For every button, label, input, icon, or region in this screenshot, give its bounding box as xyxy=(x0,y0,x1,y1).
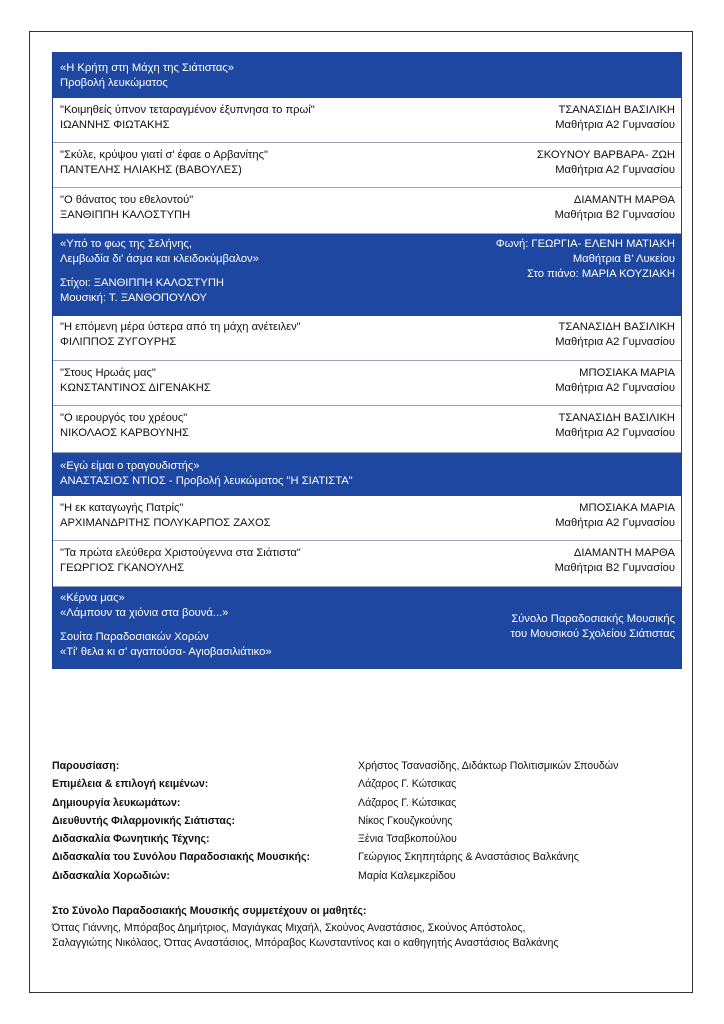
row-line: ΤΣΑΝΑΣΙΔΗ ΒΑΣΙΛΙΚΗ xyxy=(558,321,675,333)
row-line: Σουίτα Παραδοσιακών Χορών xyxy=(60,631,209,643)
credit-name: Χρήστος Τσανασίδης, Διδάκτωρ Πολιτισμικών Σπουδών xyxy=(358,760,619,772)
students-list xyxy=(52,921,692,950)
row-line: Προβολή λευκώματος xyxy=(60,77,168,89)
row-line: «Τί' θελα κι σ' αγαπούσα- Αγιοβασιλιάτικο» xyxy=(60,646,272,658)
row-line: «Λάμπουν τα χιόνια στα βουνά...» xyxy=(60,607,229,619)
row-line: Μαθήτρια Α2 Γυμνασίου xyxy=(555,336,675,348)
row-line: "Η επόμενη μέρα ύστερα από τη μάχη ανέτειλεν" xyxy=(60,321,301,333)
program-row xyxy=(53,541,681,587)
row-line: ΚΩΝΣΤΑΝΤΙΝΟΣ ΔΙΓΕΝΑΚΗΣ xyxy=(60,382,211,394)
credit-row xyxy=(52,794,692,812)
credit-name: Ξένια Τσαβκοπούλου xyxy=(358,833,457,846)
row-left xyxy=(60,148,268,178)
row-left xyxy=(60,103,315,133)
program-row xyxy=(53,98,681,143)
row-line: ΝΙΚΟΛΑΟΣ ΚΑΡΒΟΥΝΗΣ xyxy=(60,427,189,439)
program-row xyxy=(53,316,681,361)
row-left xyxy=(60,591,272,660)
row-line: Λεμβωδία δι' άσμα και κλειδοκύμβαλον» xyxy=(60,253,259,265)
credits-list xyxy=(52,757,692,885)
credit-row xyxy=(52,775,692,793)
row-line: "Στους Ηρωάς μας" xyxy=(60,367,156,379)
row-line: «Η Κρήτη στη Μάχη της Σιάτιστας» xyxy=(60,62,235,74)
students-line: Σαλαγγιώτης Νικόλαος, Όττας Αναστάσιος, Μπόραβος Κωνσταντίνος και ο καθηγητής Αναστάσιος Βαλκάνης xyxy=(52,936,559,949)
credit-role: Δημιουργία λευκωμάτων: xyxy=(52,796,181,809)
row-left xyxy=(60,193,193,223)
row-line: ΓΕΩΡΓΙΟΣ ΓΚΑΝΟΥΛΗΣ xyxy=(60,562,185,574)
row-line: Μαθήτρια Α2 Γυμνασίου xyxy=(555,119,675,131)
program-row xyxy=(53,188,681,234)
credit-row xyxy=(52,757,692,775)
credit-name: Λάζαρος Γ. Κώτσικας xyxy=(358,796,457,809)
row-line: Σύνολο Παραδοσιακής Μουσικής xyxy=(511,613,675,625)
row-line: Στίχοι: ΞΑΝΘΙΠΠΗ ΚΑΛΟΣΤΥΠΗ xyxy=(60,277,224,289)
program-row xyxy=(53,587,681,669)
row-right xyxy=(555,320,675,350)
row-left xyxy=(60,501,271,531)
row-line: «Εγώ είμαι ο τραγουδιστής» xyxy=(60,460,200,472)
row-line: Μαθήτρια Β2 Γυμνασίου xyxy=(554,562,675,574)
row-line: Μαθήτρια Β2 Γυμνασίου xyxy=(554,209,675,221)
row-line: "Ο ιερουργός του χρέους" xyxy=(60,412,188,424)
row-spacer xyxy=(60,267,259,276)
program-row xyxy=(53,406,681,453)
row-left xyxy=(60,366,211,396)
row-line: «Υπό το φως της Σελήνης, xyxy=(60,238,192,250)
program-table xyxy=(52,52,682,669)
program-row xyxy=(53,234,681,316)
row-line: ΤΣΑΝΑΣΙΔΗ ΒΑΣΙΛΙΚΗ xyxy=(558,412,675,424)
credit-role: Επιμέλεια & επιλογή κειμένων: xyxy=(52,778,209,791)
row-line: ΦΙΛΙΠΠΟΣ ΖΥΓΟΥΡΗΣ xyxy=(60,336,177,348)
row-line: "Κοιμηθείς ύπνον τεταραγμένον έξυπνησα το πρωί" xyxy=(60,104,315,116)
row-right xyxy=(555,501,675,531)
students-line: Όττας Γιάννης, Μπόραβος Δημήτριος, Μαγιάγκας Μιχαήλ, Σκούνος Αναστάσιος, Σκούνος Απόστολος, xyxy=(52,922,526,934)
row-line: ΔΙΑΜΑΝΤΗ ΜΑΡΘΑ xyxy=(573,194,675,206)
credit-row xyxy=(52,867,692,885)
students-section xyxy=(52,904,692,950)
credit-role: Διευθυντής Φιλαρμονικής Σιάτιστας: xyxy=(52,814,235,827)
credit-name: Μαρία Καλεμκερίδου xyxy=(358,869,456,882)
row-right xyxy=(555,411,675,441)
row-right xyxy=(511,612,675,642)
row-line: «Κέρνα μας» xyxy=(60,592,125,604)
row-line: Μαθήτρια Α2 Γυμνασίου xyxy=(555,427,675,439)
row-right xyxy=(555,546,675,576)
row-line: ΞΑΝΘΙΠΠΗ ΚΑΛΟΣΤΥΠΗ xyxy=(60,209,191,221)
row-line: Μουσική: Τ. ΞΑΝΘΟΠΟΥΛΟΥ xyxy=(60,292,208,304)
row-line: "Η εκ καταγωγής Πατρίς" xyxy=(60,502,184,514)
row-line: "Ο θάνατος του εθελοντού" xyxy=(60,194,194,206)
row-line: ΣΚΟΥΝΟΥ ΒΑΡΒΑΡΑ- ΖΩΗ xyxy=(536,149,675,161)
row-right xyxy=(555,193,675,223)
students-title: Στο Σύνολο Παραδοσιακής Μουσικής συμμετέχουν οι μαθητές: xyxy=(52,905,367,917)
credit-row xyxy=(52,848,692,866)
program-row xyxy=(53,52,681,98)
row-line: ΑΝΑΣΤΑΣΙΟΣ ΝΤΙΟΣ - Προβολή λευκώματος "Η ΣΙΑΤΙΣΤΑ" xyxy=(60,475,353,487)
row-line: Μαθήτρια Α2 Γυμνασίου xyxy=(555,164,675,176)
credit-name: Γεώργιος Σκηπητάρης & Αναστάσιος Βαλκάνης xyxy=(358,851,579,864)
row-right xyxy=(555,366,675,396)
program-row xyxy=(53,361,681,406)
credit-role: Διδασκαλία Χορωδιών: xyxy=(52,869,170,882)
row-line: ΙΩΑΝΝΗΣ ΦΙΩΤΑΚΗΣ xyxy=(60,119,170,131)
row-left xyxy=(60,459,353,489)
row-right xyxy=(496,237,675,282)
program-row xyxy=(53,496,681,541)
row-right xyxy=(537,148,675,178)
credit-role: Παρουσίαση: xyxy=(52,760,120,772)
row-right xyxy=(555,103,675,133)
row-line: ΠΑΝΤΕΛΗΣ ΗΛΙΑΚΗΣ (ΒΑΒΟΥΛΕΣ) xyxy=(60,164,242,176)
credit-role: Διδασκαλία του Συνόλου Παραδοσιακής Μουσικής: xyxy=(52,851,311,864)
credit-row xyxy=(52,830,692,848)
credit-role: Διδασκαλία Φωνητικής Τέχνης: xyxy=(52,833,210,846)
program-row xyxy=(53,453,681,496)
credit-name: Νίκος Γκουζγκούνης xyxy=(358,814,453,827)
row-left xyxy=(60,411,189,441)
row-line: Φωνή: ΓΕΩΡΓΙΑ- ΕΛΕΝΗ ΜΑΤΙΑΚΗ xyxy=(495,238,675,250)
row-left xyxy=(60,320,301,350)
row-line: ΑΡΧΙΜΑΝΔΡΙΤΗΣ ΠΟΛΥΚΑΡΠΟΣ ΖΑΧΟΣ xyxy=(60,517,271,529)
row-line: ΜΠΟΣΙΑΚΑ ΜΑΡΙΑ xyxy=(579,367,675,379)
row-line: "Σκύλε, κρύψου γιατί σ' έφαε ο Αρβανίτης" xyxy=(60,149,268,161)
row-line: "Τα πρώτα ελεύθερα Χριστούγεννα στα Σιάτιστα" xyxy=(60,547,301,559)
row-left xyxy=(60,237,259,306)
credit-name: Λάζαρος Γ. Κώτσικας xyxy=(358,778,457,791)
row-line: Μαθήτρια Α2 Γυμνασίου xyxy=(555,517,675,529)
row-spacer xyxy=(60,621,272,630)
row-line: ΤΣΑΝΑΣΙΔΗ ΒΑΣΙΛΙΚΗ xyxy=(558,104,675,116)
row-line: του Μουσικού Σχολείου Σιάτιστας xyxy=(510,628,675,640)
program-row xyxy=(53,143,681,188)
row-line: ΜΠΟΣΙΑΚΑ ΜΑΡΙΑ xyxy=(579,502,675,514)
row-line: Στο πιάνο: ΜΑΡΙΑ ΚΟΥΖΙΑΚΗ xyxy=(527,268,675,280)
row-line: Μαθήτρια Α2 Γυμνασίου xyxy=(555,382,675,394)
credit-row xyxy=(52,812,692,830)
row-left xyxy=(60,61,234,91)
row-line: Μαθήτρια Β' Λυκείου xyxy=(572,253,675,265)
row-line: ΔΙΑΜΑΝΤΗ ΜΑΡΘΑ xyxy=(573,547,675,559)
row-left xyxy=(60,546,301,576)
